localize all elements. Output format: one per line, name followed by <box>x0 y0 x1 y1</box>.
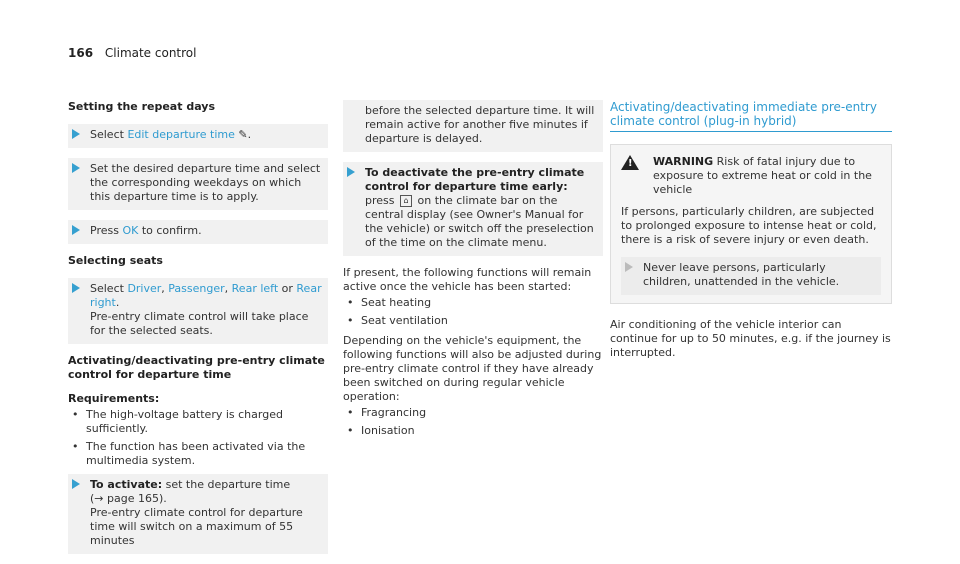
paragraph: Depending on the vehicle's equipment, the following functions will also be adjusted during pre-entry climate control if they have already been switched on during regular vehicle operation: <box>343 334 602 403</box>
passenger-link[interactable]: Passenger <box>168 282 225 295</box>
ok-link[interactable]: OK <box>122 224 139 237</box>
warning-description: If persons, particularly children, are subjected to prolonged exposure to intense heat or cold, there is a risk of severe injury or even death. <box>621 205 877 246</box>
column-1 <box>68 100 328 564</box>
requirements-list <box>68 408 328 468</box>
list-item: • The function has been activated via the multimedia system. <box>80 440 328 468</box>
step-arrow-icon <box>625 262 633 272</box>
section-heading: Activating/deactivating immediate pre-entry climate control (plug-in hybrid) <box>610 100 892 132</box>
adjusted-functions-list <box>343 406 603 438</box>
column-3 <box>610 100 892 360</box>
heading-activate: Activating/deactivating pre-entry climate control for departure time <box>68 354 325 381</box>
step-set-time: Set the desired departure time and select the corresponding weekdays on which this departure time is to apply. <box>68 158 328 210</box>
paragraph: If present, the following functions will remain active once the vehicle has been started: <box>343 266 592 293</box>
list-item: • Ionisation <box>355 424 603 438</box>
edit-departure-link[interactable]: Edit departure time <box>127 128 235 141</box>
step-arrow-icon <box>72 163 80 173</box>
warning-label: WARNING <box>653 155 714 168</box>
list-item: • Fragrancing <box>355 406 603 420</box>
warning-box: ! WARNING Risk of fatal injury due to exposure to extreme heat or cold in the vehicle If persons, particularly children, are subjected to prolonged exposure to intense heat or cold, there is a risk of severe injury or even death. Never leave persons, particularly children, unattended in the vehicle. <box>610 144 892 304</box>
step-arrow-icon <box>72 479 80 489</box>
heading-selecting-seats: Selecting seats <box>68 254 163 267</box>
list-item: • Seat ventilation <box>355 314 603 328</box>
page-number: 166 <box>68 46 94 60</box>
rear-right-link[interactable]: Rear right <box>90 282 322 309</box>
step-arrow-icon <box>72 129 80 139</box>
step-activate-continued: before the selected departure time. It will remain active for another five minutes if departure is delayed. <box>343 100 603 152</box>
step-confirm: Press OK to confirm. <box>68 220 328 244</box>
step-arrow-icon <box>72 283 80 293</box>
paragraph: Air conditioning of the vehicle interior can continue for up to 50 minutes, e.g. if the journey is interrupted. <box>610 318 891 359</box>
driver-link[interactable]: Driver <box>127 282 162 295</box>
warning-step: Never leave persons, particularly children, unattended in the vehicle. <box>621 257 881 295</box>
list-item: • Seat heating <box>355 296 603 310</box>
step-arrow-icon <box>347 167 355 177</box>
active-functions-list <box>343 296 603 328</box>
step-arrow-icon <box>72 225 80 235</box>
section-title: Climate control <box>104 46 197 60</box>
warning-icon <box>621 155 639 170</box>
step-select-seats: Select Driver, Passenger, Rear left or Rear right. Pre-entry climate control will take place for the selected seats. <box>68 278 328 344</box>
step-activate: To activate: set the departure time (→ page 165). Pre-entry climate control for departure time will switch on a maximum of 55 minutes <box>68 474 328 554</box>
rear-left-link[interactable]: Rear left <box>231 282 279 295</box>
heading-repeat-days: Setting the repeat days <box>68 100 215 113</box>
column-2 <box>343 100 603 444</box>
page-header <box>68 46 196 60</box>
climate-icon: ⌂ <box>400 195 412 207</box>
step-select-edit: Select Edit departure time ✎. <box>68 124 328 148</box>
list-item: • The high-voltage battery is charged sufficiently. <box>80 408 328 436</box>
edit-icon: ✎ <box>238 128 248 141</box>
step-deactivate: To deactivate the pre-entry climate control for departure time early: press ⌂ on the climate bar on the central display (see Owner's Manual for the vehicle) or switch off the preselection of the time on the climate menu. <box>343 162 603 256</box>
page-reference[interactable]: (→ page 165). <box>90 492 167 505</box>
requirements-label: Requirements: <box>68 392 160 405</box>
